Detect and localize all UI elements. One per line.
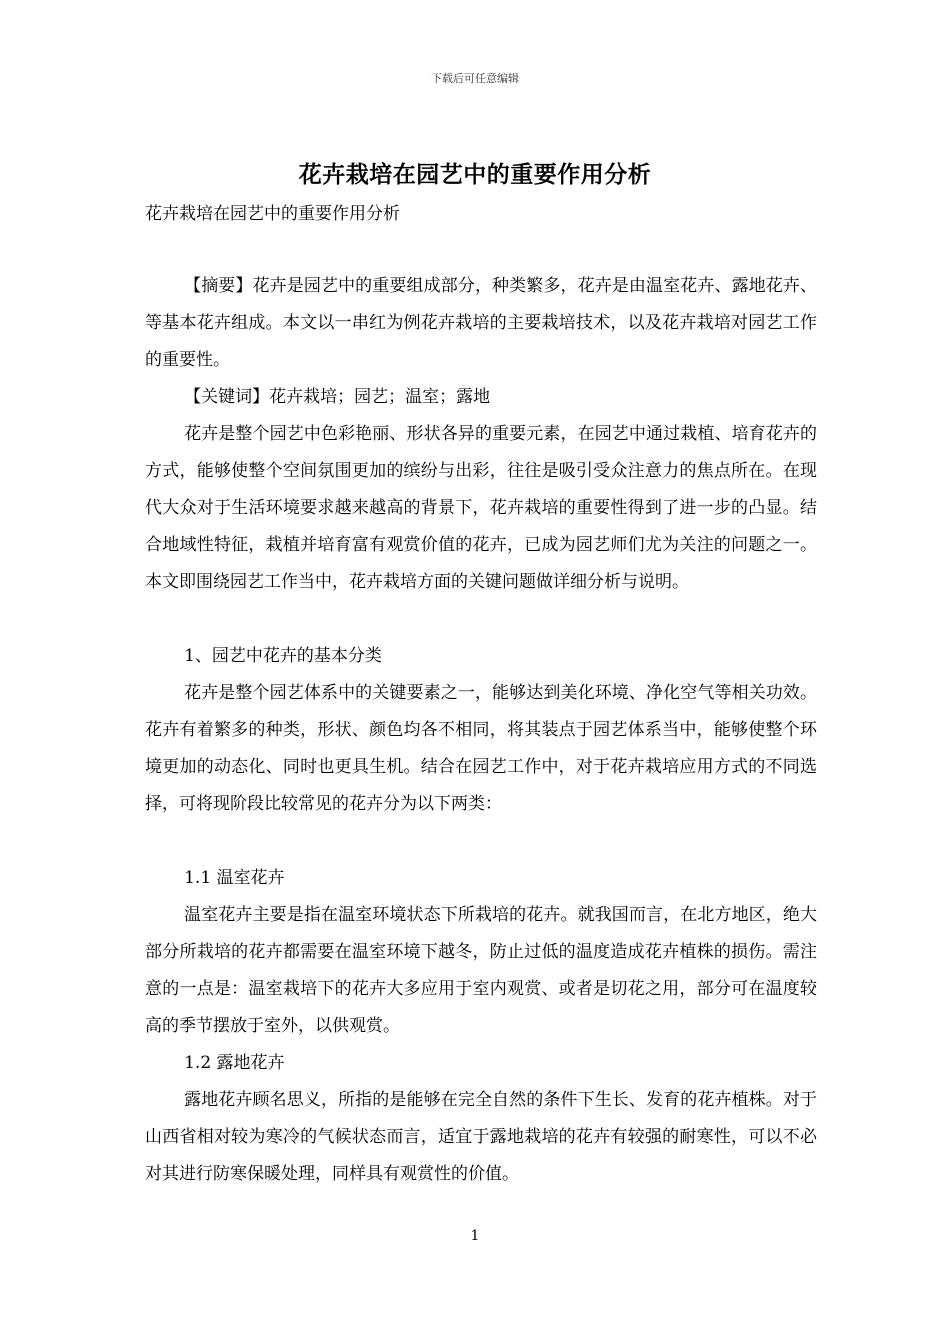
document-title: 花卉栽培在园艺中的重要作用分析 — [298, 162, 652, 188]
section-1-heading: 1、园艺中花卉的基本分类 — [184, 646, 382, 666]
section-1-1-heading: 1.1 温室花卉 — [184, 868, 285, 888]
intro-paragraph: 花卉是整个园艺中色彩艳丽、形状各异的重要元素，在园艺中通过栽植、培育花卉的方式，能够使整个空间氛围更加的缤纷与出彩，往往是吸引受众注意力的焦点所在。在现代大众对于生活环境要求越来越高的背景下，花卉栽培的重要性得到了进一步的凸显。结合地域性特征，栽植并培育富有观赏价值的花卉，已成为园艺师们尤为关注的问题之一。本文即围绕园艺工作当中，花卉栽培方面的关键问题做详细分析与说明。 — [145, 424, 817, 592]
section-1-2-heading: 1.2 露地花卉 — [184, 1053, 285, 1073]
section-1-1-paragraph: 温室花卉主要是指在温室环境状态下所栽培的花卉。就我国而言，在北方地区，绝大部分所栽培的花卉都需要在温室环境下越冬，防止过低的温度造成花卉植株的损伤。需注意的一点是：温室栽培下的花卉大多应用于室内观赏、或者是切花之用，部分可在温度较高的季节摆放于室外，以供观赏。 — [145, 905, 817, 1036]
header-note: 下载后可任意编辑 — [431, 72, 519, 85]
abstract-paragraph: 【摘要】花卉是园艺中的重要组成部分，种类繁多，花卉是由温室花卉、露地花卉、等基本花卉组成。本文以一串红为例花卉栽培的主要栽培技术，以及花卉栽培对园艺工作的重要性。 — [145, 276, 817, 370]
keywords-line: 【关键词】花卉栽培；园艺；温室；露地 — [184, 387, 491, 407]
section-1-2-paragraph: 露地花卉顾名思义，所指的是能够在完全自然的条件下生长、发育的花卉植株。对于山西省相对较为寒冷的气候状态而言，适宜于露地栽培的花卉有较强的耐寒性，可以不必对其进行防寒保暖处理，同样具有观赏性的价值。 — [145, 1090, 817, 1184]
page-number: 1 — [470, 1228, 480, 1244]
document-subtitle: 花卉栽培在园艺中的重要作用分析 — [145, 204, 400, 224]
section-1-paragraph: 花卉是整个园艺体系中的关键要素之一，能够达到美化环境、净化空气等相关功效。花卉有着繁多的种类，形状、颜色均各不相同，将其装点于园艺体系当中，能够使整个环境更加的动态化、同时也更具生机。结合在园艺工作中，对于花卉栽培应用方式的不同选择，可将现阶段比较常见的花卉分为以下两类： — [145, 683, 817, 814]
